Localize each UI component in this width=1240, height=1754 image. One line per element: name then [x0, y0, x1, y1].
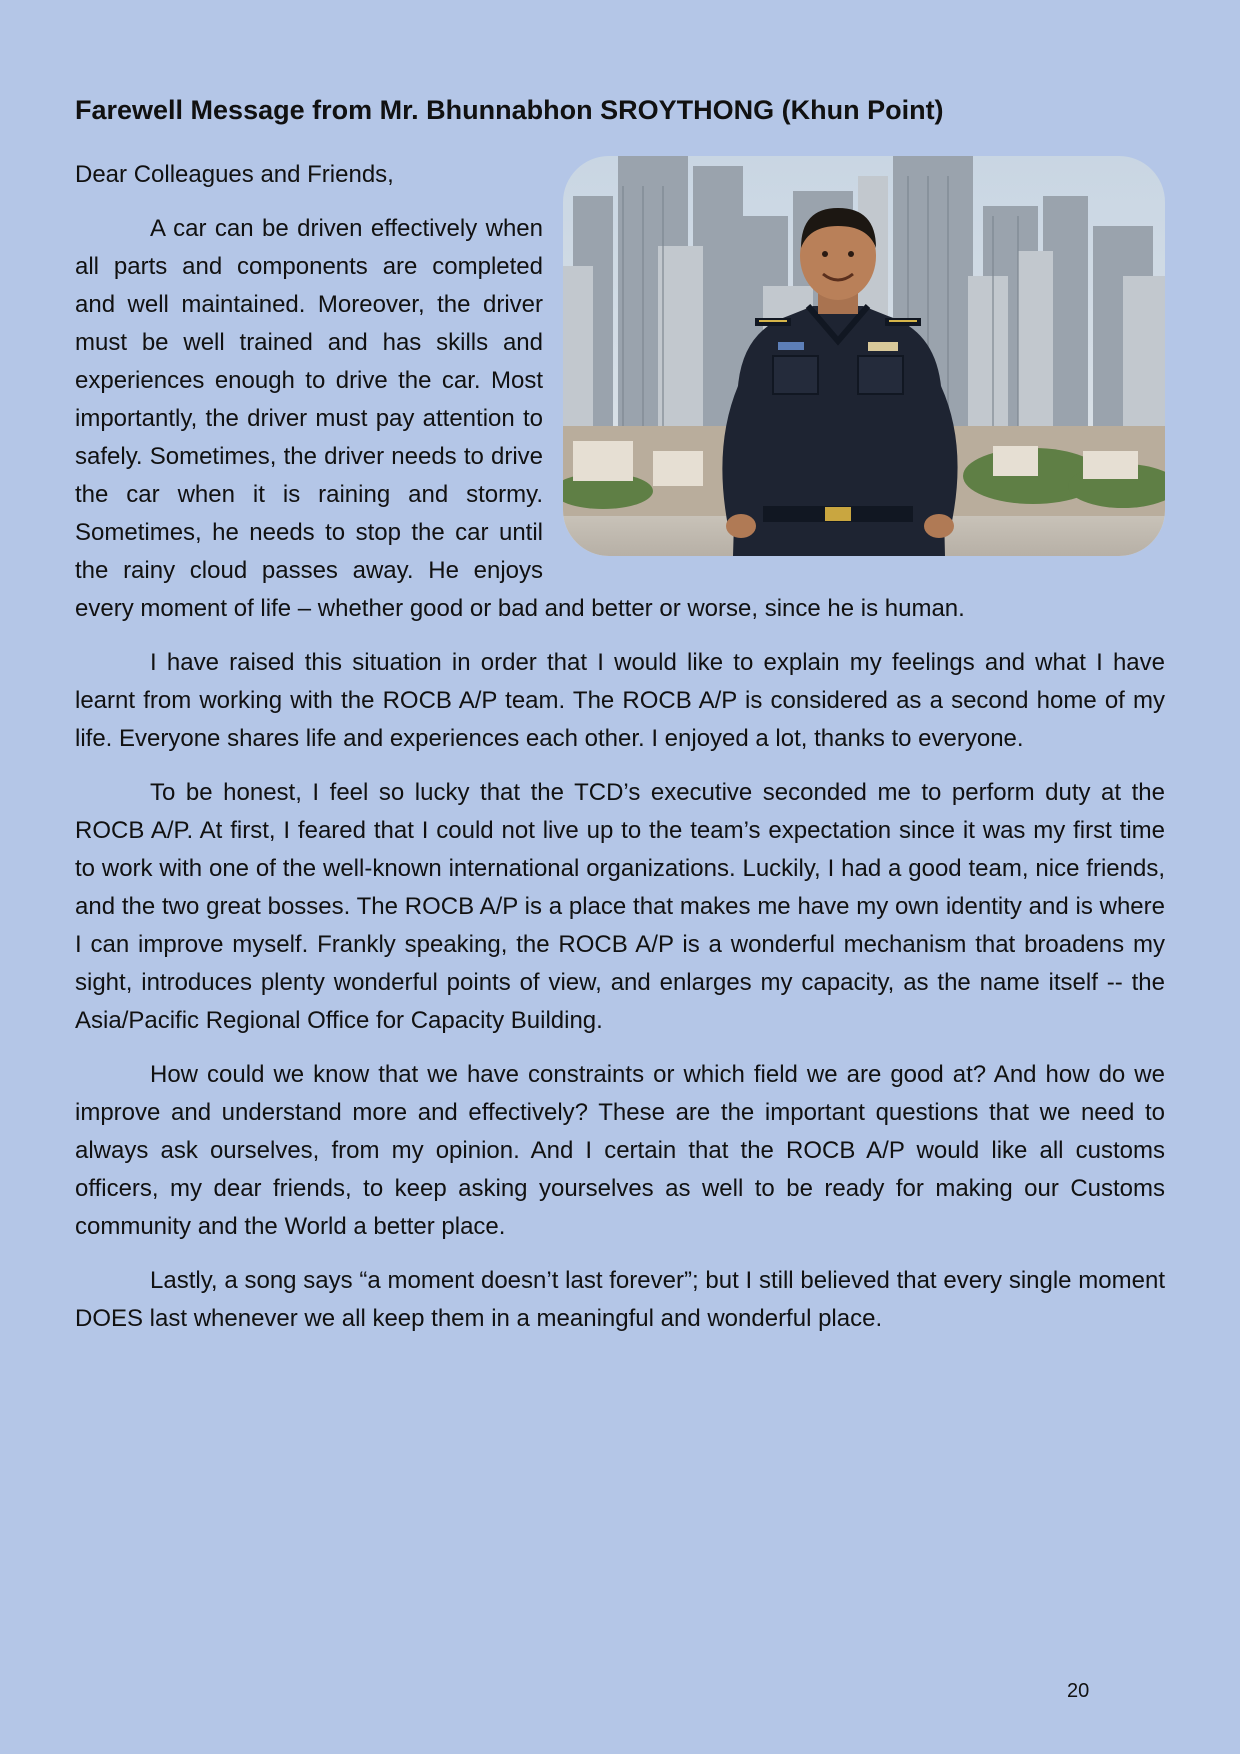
page-number: 20 — [1067, 1680, 1090, 1702]
portrait-photo — [563, 156, 1165, 556]
paragraph-secondment: To be honest, I feel so lucky that the TCD’s executive seconded me to perform duty at the ROCB A/P. At first, I feared that I could not live up to the team’s expectation since it was my first time to work with one of the well-known international organizations. Luckily, I had a good team, nice friends, and the two great bosses. The ROCB A/P is a place that makes me have my own identity and is where I can improve myself. Frankly speaking, the ROCB A/P is a wonderful mechanism that broadens my sight, introduces plenty wonderful points of view, and enlarges my capacity, as the name itself -- the Asia/Pacific Regional Office for Capacity Building. — [75, 779, 1165, 1034]
page-title: Farewell Message from Mr. Bhunnabhon SROYTHONG (Khun Point) — [75, 95, 944, 125]
paragraph-rocb-team: I have raised this situation in order that I would like to explain my feelings and what I have learnt from working with the ROCB A/P team. The ROCB A/P is considered as a second home of my life. Everyone shares life and experiences each other. I enjoyed a lot, thanks to everyone. — [75, 649, 1165, 752]
document-page — [75, 0, 1165, 1754]
paragraph-car-analogy: A car can be driven effectively when all parts and components are completed and well maintained. Moreover, the driver must be well trained and has skills and experiences enough to drive the car. Most importantly, the driver must pay attention to safely. Sometimes, the driver needs to drive the car when it is raining and stormy. Sometimes, he needs to stop the car until the rainy cloud passes away. He enjoys every moment of life – whether good or bad and better or worse, since he is human. — [75, 215, 965, 622]
paragraph-questions: How could we know that we have constraints or which field we are good at? And how do we improve and understand more and effectively? These are the important questions that we need to always ask ourselves, from my opinion. And I certain that the ROCB A/P would like all customs officers, my dear friends, to keep asking yourselves as well to be ready for making our Customs community and the World a better place. — [75, 1061, 1165, 1240]
portrait-illustration — [563, 156, 1165, 556]
message-body — [75, 156, 1165, 1354]
greeting-text: Dear Colleagues and Friends, — [75, 161, 394, 188]
paragraph-closing: Lastly, a song says “a moment doesn’t last forever”; but I still believed that every single moment DOES last whenever we all keep them in a meaningful and wonderful place. — [75, 1267, 1165, 1332]
